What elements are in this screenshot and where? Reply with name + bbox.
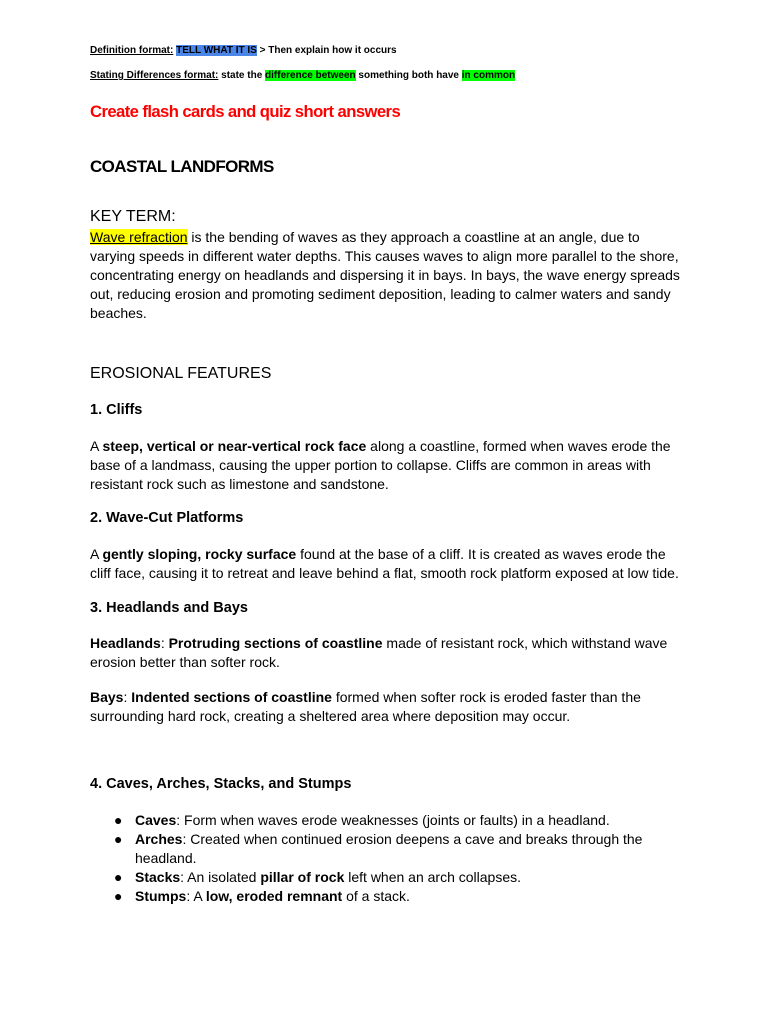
differences-highlight-1: difference between: [265, 70, 356, 81]
differences-highlight-2: in common: [461, 70, 516, 81]
list-item-label: Caves: [135, 812, 177, 828]
platforms-rest: found at the base of a cliff. It is created as waves erode the cliff face, causing it to retreat and leave behind a flat, smooth rock platform exposed at low tide.: [90, 546, 679, 581]
cliffs-pre: A: [90, 438, 103, 454]
key-term-word: Wave refraction: [90, 229, 188, 245]
list-item-pre: : A: [186, 888, 206, 904]
bullet-icon: ●: [114, 812, 123, 828]
list-item-label: Stumps: [135, 888, 187, 904]
cliffs-paragraph: [90, 437, 680, 494]
headlands-bold: Protruding sections of coastline: [168, 635, 383, 651]
headlands-paragraph: [90, 634, 680, 672]
list-item-post: left when an arch collapses.: [344, 869, 522, 885]
platforms-pre: A: [90, 546, 103, 562]
bullet-icon: ●: [114, 831, 123, 847]
main-title: Create flash cards and quiz short answers: [90, 102, 401, 121]
erosional-features-heading: EROSIONAL FEATURES: [90, 365, 272, 382]
bays-bold: Indented sections of coastline: [131, 689, 332, 705]
cliffs-bold: steep, vertical or near-vertical rock face: [102, 438, 367, 454]
headlands-bays-heading: 3. Headlands and Bays: [90, 600, 248, 616]
differences-format-line: [90, 70, 515, 81]
platforms-paragraph: [90, 545, 680, 583]
bullet-icon: ●: [114, 869, 123, 885]
topic-title: COASTAL LANDFORMS: [90, 157, 274, 176]
caves-list: [90, 811, 680, 906]
platforms-bold: gently sloping, rocky surface: [102, 546, 297, 562]
list-item-bold: pillar of rock: [260, 869, 345, 885]
key-term-heading: KEY TERM:: [90, 208, 176, 225]
definition-rest: > Then explain how it occurs: [259, 45, 397, 56]
bays-label: Bays: [90, 689, 124, 705]
differences-format-label: Stating Differences format:: [90, 70, 219, 81]
list-item-pre: : Created when continued erosion deepens a cave and breaks through the headland.: [135, 831, 643, 866]
list-item-pre: : An isolated: [180, 869, 261, 885]
headlands-sep: :: [160, 635, 169, 651]
headlands-rest: made of resistant rock, which withstand wave erosion better than softer rock.: [90, 635, 668, 670]
bullet-icon: ●: [114, 888, 123, 904]
definition-format-label: Definition format:: [90, 45, 174, 56]
list-item-caves: [90, 811, 680, 830]
key-term-paragraph: [90, 228, 680, 323]
bays-paragraph: [90, 688, 680, 726]
platforms-heading: 2. Wave-Cut Platforms: [90, 510, 244, 526]
list-item-stacks: [90, 868, 680, 887]
headlands-label: Headlands: [90, 635, 161, 651]
caves-heading: 4. Caves, Arches, Stacks, and Stumps: [90, 776, 352, 792]
list-item-post: of a stack.: [342, 888, 410, 904]
definition-highlight: TELL WHAT IT IS: [176, 45, 257, 56]
list-item-arches: [90, 830, 680, 868]
list-item-stumps: [90, 887, 680, 906]
cliffs-heading: 1. Cliffs: [90, 402, 143, 418]
key-term-definition: is the bending of waves as they approach a coastline at an angle, due to varying speeds in different water depths. This causes waves to align more parallel to the shore, concentrating energy on headlands and dispersing it in bays. In bays, the wave energy spreads out, reducing erosion and promoting sediment deposition, leading to calmer waters and sandy beaches.: [90, 229, 680, 321]
list-item-bold: low, eroded remnant: [205, 888, 343, 904]
cliffs-rest: along a coastline, formed when waves erode the base of a landmass, causing the upper portion to collapse. Cliffs are common in areas with resistant rock such as limestone and sandstone.: [90, 438, 671, 492]
differences-pre: state the: [221, 70, 263, 81]
differences-mid: something both have: [358, 70, 459, 81]
list-item-label: Stacks: [135, 869, 181, 885]
bays-sep: :: [123, 689, 132, 705]
bays-rest: formed when softer rock is eroded faster than the surrounding hard rock, creating a sheltered area where deposition may occur.: [90, 689, 641, 724]
definition-format-line: [90, 45, 397, 56]
list-item-pre: : Form when waves erode weaknesses (joints or faults) in a headland.: [176, 812, 610, 828]
list-item-label: Arches: [135, 831, 183, 847]
